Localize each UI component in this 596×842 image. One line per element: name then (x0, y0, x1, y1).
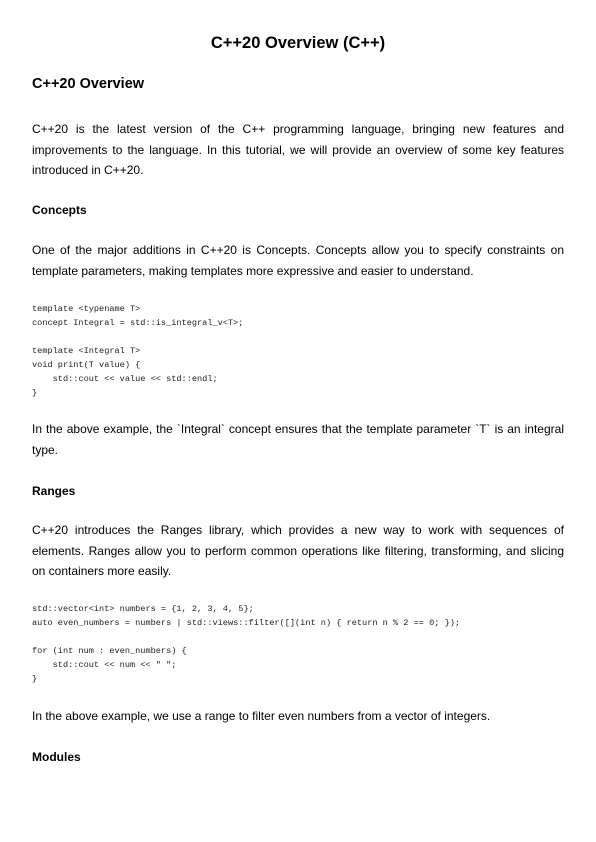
section-heading: C++20 Overview (32, 76, 145, 92)
ranges-explanation: In the above example, we use a range to filter even numbers from a vector of integers. (32, 709, 491, 723)
concepts-code-block: template <typename T> concept Integral = std::is_integral_v<T>; template <Integral T> void print(T value) { std::cout << value << std::endl; } (32, 304, 244, 398)
modules-heading: Modules (32, 750, 81, 764)
ranges-heading: Ranges (32, 484, 76, 498)
concepts-heading: Concepts (32, 203, 87, 217)
ranges-code-block: std::vector<int> numbers = {1, 2, 3, 4, 5}; auto even_numbers = numbers | std::views::filter([](int n) { return n % 2 == 0; }); for (int num : even_numbers) { std::cout << num << " "; } (32, 604, 461, 684)
ranges-paragraph: C++20 introduces the Ranges library, which provides a new way to work with sequences of elements. Ranges allow you to perform common operations like filtering, transforming, and slicing on containers more easily. (32, 523, 564, 578)
intro-paragraph: C++20 is the latest version of the C++ programming language, bringing new features and improvements to the language. In this tutorial, we will provide an overview of some key features introduced in C++20. (32, 122, 564, 177)
document-title: C++20 Overview (C++) (210, 34, 386, 52)
concepts-explanation: In the above example, the `Integral` concept ensures that the template parameter `T` is an integral type. (32, 422, 564, 457)
concepts-paragraph: One of the major additions in C++20 is Concepts. Concepts allow you to specify constraints on template parameters, making templates more expressive and easier to understand. (32, 243, 564, 278)
